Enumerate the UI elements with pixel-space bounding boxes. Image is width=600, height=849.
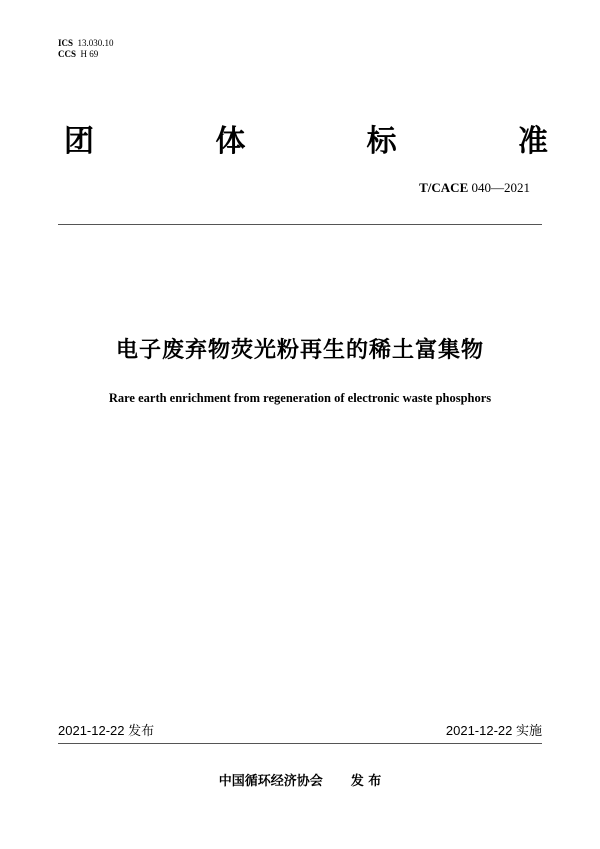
title-chinese: 电子废弃物荧光粉再生的稀土富集物: [115, 338, 484, 363]
ics-code: 13.030.10: [77, 38, 114, 48]
standard-type-char: 标: [366, 124, 397, 159]
standard-org: T/CACE: [419, 180, 469, 195]
standard-type-char: 团: [64, 124, 94, 159]
ccs-line: [58, 49, 114, 60]
classification-codes: [58, 38, 114, 60]
ccs-label: CCS: [58, 49, 77, 59]
standard-type-char: 体: [215, 124, 246, 159]
standard-type-heading: [64, 122, 548, 162]
ccs-code: H 69: [80, 49, 99, 59]
footer-divider: [58, 743, 542, 744]
issue-date: 2021-12-22 发布: [58, 723, 155, 738]
publisher-line: [0, 773, 600, 791]
ics-label: ICS: [58, 38, 74, 48]
standard-number: [419, 180, 530, 196]
standard-type-char: 准: [517, 124, 548, 159]
implementation-date: 2021-12-22 实施: [445, 723, 542, 738]
header-divider: [58, 224, 542, 225]
publisher-name: 中国循环经济协会: [218, 774, 323, 789]
standard-code: 040—2021: [471, 180, 530, 195]
ics-line: [58, 38, 114, 49]
title-english: Rare earth enrichment from regeneration of electronic waste phosphors: [108, 391, 492, 405]
publisher-action: 发 布: [350, 774, 382, 789]
